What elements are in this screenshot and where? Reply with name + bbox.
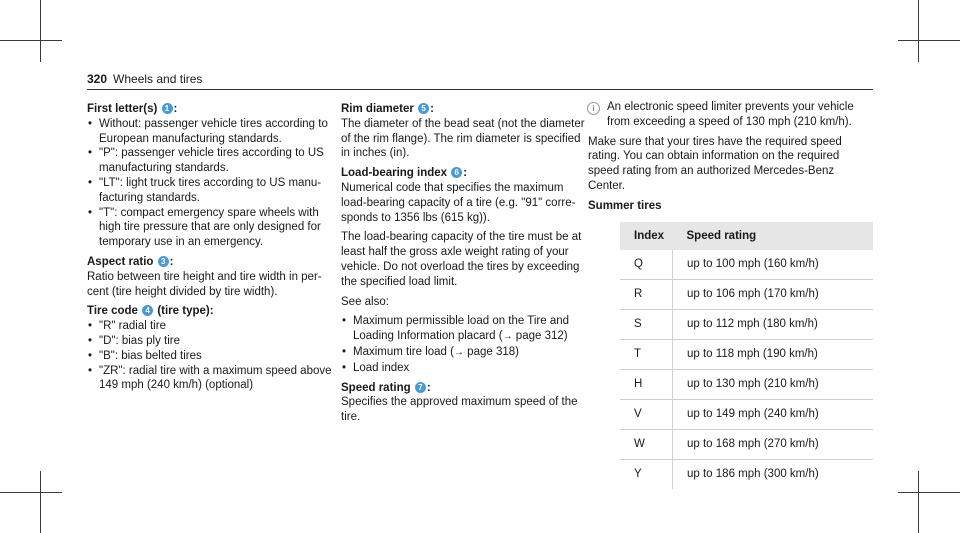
- table-row: R up to 106 mph (170 km/h): [620, 280, 873, 310]
- list-item: • "T": compact emergency spare wheels with high tire pressure that are only designed for temporary use in an emergency.: [87, 206, 332, 250]
- table-row: W up to 168 mph (270 km/h): [620, 430, 873, 460]
- make-sure-text: Make sure that your tires have the required speed rating. You can obtain information on the required speed rating from an authorized Mercedes-Benz Center.: [588, 135, 842, 192]
- load-text: Numerical code that specifies the maximum load-bearing capacity of a tire (e.g. "91" corre-sponds to 1356 lbs (615 kg)).: [341, 181, 576, 224]
- section-title: Wheels and tires: [113, 72, 203, 86]
- column-header: Speed rating: [673, 222, 874, 250]
- list-item: • "ZR": radial tire with a maximum speed above 149 mph (240 km/h) (optional): [87, 364, 332, 394]
- aspect-heading: Aspect ratio 3 :: [87, 255, 174, 268]
- callout-badge: 6: [451, 167, 462, 178]
- aspect-text: Ratio between tire height and tire width in per-cent (tire height divided by tire width).: [87, 270, 322, 298]
- speed-heading: Speed rating 7 :: [341, 381, 431, 394]
- list-item[interactable]: • Maximum permissible load on the Tire and Loading Information placard (→ page 312): [341, 314, 586, 345]
- summer-heading: Summer tires: [588, 199, 662, 212]
- load-text-2: The load-bearing capacity of the tire must be at least half the gross axle weight rating of your vehicle. Do not overload the tires by exceeding the specified load limit.: [341, 231, 582, 288]
- crop-mark: [898, 492, 960, 493]
- speed-text: Specifies the approved maximum speed of the tire.: [341, 396, 578, 424]
- crop-mark: [40, 471, 41, 533]
- see-also: See also:: [341, 295, 389, 308]
- tire-code-heading: Tire code 4 (tire type):: [87, 305, 214, 318]
- crop-mark: [918, 0, 919, 62]
- see-also-list: [341, 314, 586, 375]
- callout-badge: 7: [415, 382, 426, 393]
- list-item: • Load index: [341, 361, 586, 376]
- callout-badge: 1: [162, 103, 173, 114]
- info-text: An electronic speed limiter prevents your vehicle from exceeding a speed of 130 mph (210 km/h).: [607, 101, 854, 128]
- info-icon: i: [587, 102, 600, 115]
- first-letter-list: [87, 117, 332, 250]
- left-column: [87, 100, 332, 398]
- speed-rating-table: [620, 222, 873, 489]
- list-item: • Without: passenger vehicle tires according to European manufacturing standards.: [87, 117, 332, 147]
- rim-heading: Rim diameter 5 :: [341, 103, 434, 115]
- crop-mark: [0, 40, 62, 41]
- table-row: V up to 149 mph (240 km/h): [620, 400, 873, 430]
- crop-mark: [898, 40, 960, 41]
- crop-mark: [918, 471, 919, 533]
- list-item: • "LT": light truck tires according to US manu-facturing standards.: [87, 176, 332, 206]
- page-header: [87, 72, 202, 87]
- callout-badge: 5: [418, 103, 429, 114]
- callout-badge: 4: [142, 305, 153, 316]
- table-header-row: [620, 222, 873, 250]
- table-row: Y up to 186 mph (300 km/h): [620, 460, 873, 490]
- page-number: 320: [87, 72, 108, 86]
- header-rule: [87, 89, 873, 90]
- list-item: • "B": bias belted tires: [87, 349, 332, 364]
- arrow-right-icon: →: [502, 331, 513, 343]
- crop-mark: [40, 0, 41, 62]
- rim-text: The diameter of the bead seat (not the diameter of the rim flange). The rim diameter is specified in inches (in).: [341, 117, 585, 160]
- load-heading: Load-bearing index 6 :: [341, 167, 468, 180]
- table-row: S up to 112 mph (180 km/h): [620, 310, 873, 340]
- crop-mark: [0, 492, 62, 493]
- callout-badge: 3: [158, 256, 169, 267]
- list-item: • "D": bias ply tire: [87, 334, 332, 349]
- table-row: H up to 130 mph (210 km/h): [620, 370, 873, 400]
- right-column: [588, 100, 873, 214]
- first-letter-heading: First letter(s) 1 :: [87, 103, 178, 115]
- column-header: Index: [620, 222, 673, 250]
- table-row: Q up to 100 mph (160 km/h): [620, 250, 873, 280]
- table-row: T up to 118 mph (190 km/h): [620, 340, 873, 370]
- tire-code-list: [87, 319, 332, 393]
- list-item: • "R" radial tire: [87, 319, 332, 334]
- middle-column: [341, 100, 586, 430]
- list-item: • "P": passenger vehicle tires according to US manufacturing standards.: [87, 146, 332, 176]
- list-item[interactable]: • Maximum tire load (→ page 318): [341, 345, 586, 361]
- arrow-right-icon: →: [453, 346, 464, 358]
